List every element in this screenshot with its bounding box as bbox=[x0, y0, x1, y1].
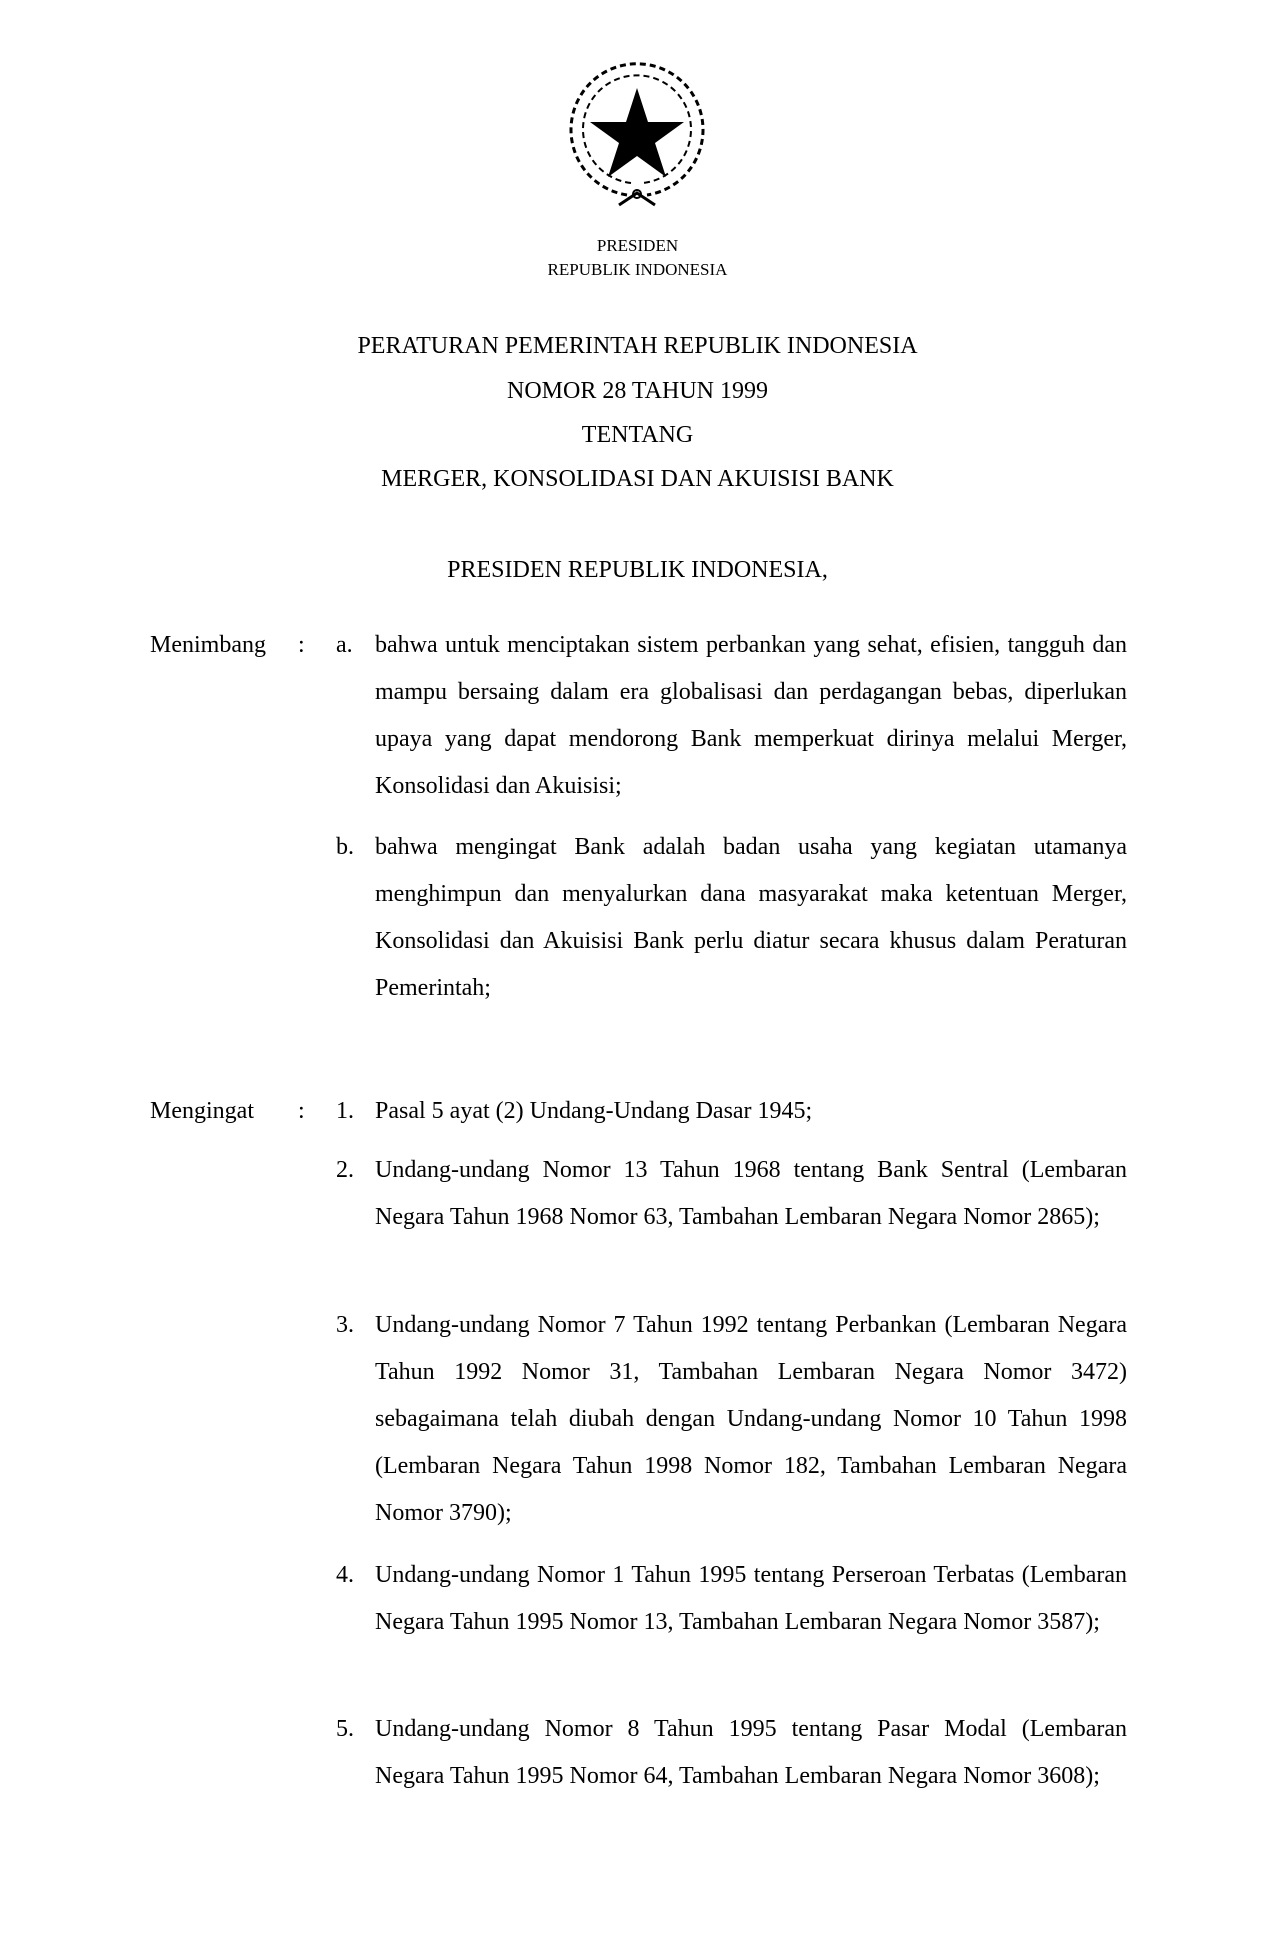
title-line-3: TENTANG bbox=[581, 422, 694, 448]
mengingat-item: Undang-undang Nomor 8 Tahun 1995 tentang Pasar Modal (Lembaran Negara Tahun 1995 Nomor 64, Tambahan Lembaran Negara Nomor 3608); bbox=[375, 1716, 1127, 1789]
presidential-emblem-icon bbox=[557, 55, 717, 215]
mengingat-marker: 2. bbox=[336, 1157, 354, 1183]
mengingat-marker: 3. bbox=[336, 1312, 354, 1338]
title-line-2: NOMOR 28 TAHUN 1999 bbox=[507, 378, 768, 404]
menimbang-marker: b. bbox=[336, 834, 354, 860]
mengingat-marker: 4. bbox=[336, 1562, 354, 1588]
header-republik-indonesia: REPUBLIK INDONESIA bbox=[547, 260, 728, 279]
menimbang-label: Menimbang bbox=[150, 632, 266, 658]
menimbang-colon: : bbox=[298, 632, 305, 658]
mengingat-colon: : bbox=[298, 1098, 305, 1124]
mengingat-marker: 5. bbox=[336, 1716, 354, 1742]
menimbang-item: bahwa untuk menciptakan sistem perbankan yang sehat, efisien, tangguh dan mampu bersaing dalam era globalisasi dan perdagangan bebas, diperlukan upaya yang dapat mendorong Bank memperkuat dirinya melalui Merger, Konsolidasi dan Akuisisi; bbox=[375, 632, 1127, 799]
preamble: PRESIDEN REPUBLIK INDONESIA, bbox=[447, 557, 828, 583]
title-line-1: PERATURAN PEMERINTAH REPUBLIK INDONESIA bbox=[357, 333, 918, 359]
mengingat-item: Pasal 5 ayat (2) Undang-Undang Dasar 1945; bbox=[375, 1098, 813, 1124]
mengingat-marker: 1. bbox=[336, 1098, 354, 1124]
mengingat-item: Undang-undang Nomor 7 Tahun 1992 tentang Perbankan (Lembaran Negara Tahun 1992 Nomor 31, Tambahan Lembaran Negara Nomor 3472) sebagaimana telah diubah dengan Undang-undang Nomor 10 Tahun 1998 (Lembaran Negara Tahun 1998 Nomor 182, Tambahan Lembaran Negara Nomor 3790); bbox=[375, 1312, 1127, 1526]
menimbang-item: bahwa mengingat Bank adalah badan usaha yang kegiatan utamanya menghimpun dan menyalurkan dana masyarakat maka ketentuan Merger, Konsolidasi dan Akuisisi Bank perlu diatur secara khusus dalam Peraturan Pemerintah; bbox=[375, 834, 1127, 1001]
mengingat-label: Mengingat bbox=[150, 1098, 254, 1124]
menimbang-marker: a. bbox=[336, 632, 353, 658]
title-line-4: MERGER, KONSOLIDASI DAN AKUISISI BANK bbox=[381, 466, 894, 492]
mengingat-item: Undang-undang Nomor 13 Tahun 1968 tentang Bank Sentral (Lembaran Negara Tahun 1968 Nomor 63, Tambahan Lembaran Negara Nomor 2865); bbox=[375, 1157, 1127, 1230]
mengingat-item: Undang-undang Nomor 1 Tahun 1995 tentang Perseroan Terbatas (Lembaran Negara Tahun 1995 Nomor 13, Tambahan Lembaran Negara Nomor 3587); bbox=[375, 1562, 1127, 1635]
header-presiden: PRESIDEN bbox=[596, 236, 679, 255]
